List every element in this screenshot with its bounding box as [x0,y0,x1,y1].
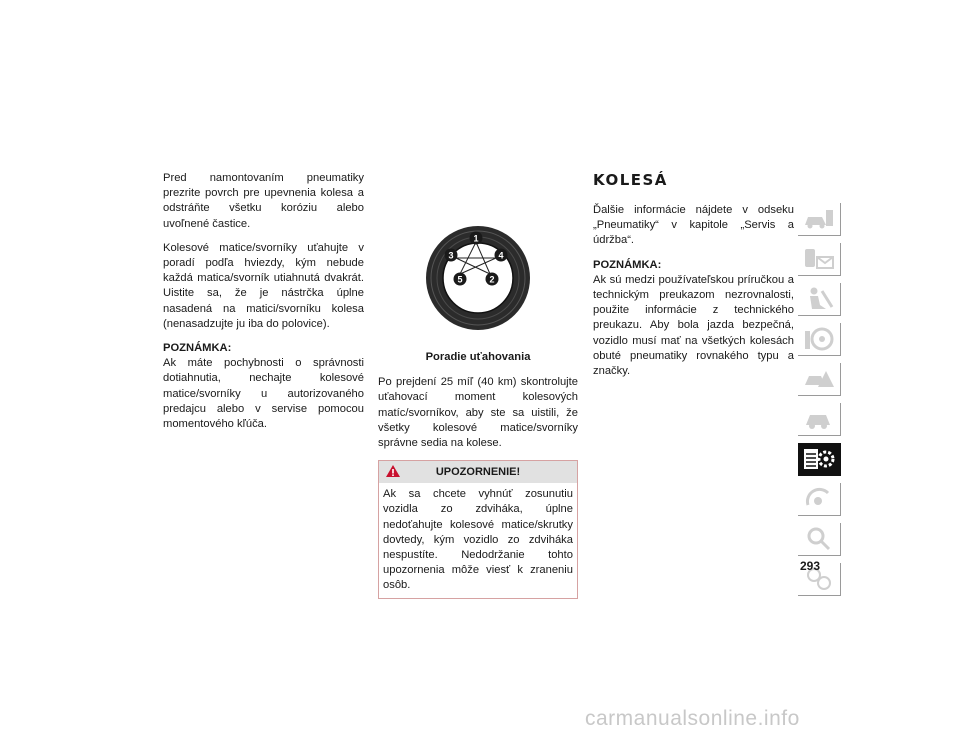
svg-text:3: 3 [448,250,454,261]
specs-gear-icon [802,445,836,473]
phone-mail-icon [802,245,836,273]
tab-warning-car[interactable] [798,363,841,396]
left-column [163,171,364,441]
note-text: Ak máte pochybnosti o správnosti dotiahnutia, nechajte kolesové matice/svorníky u autorizovaného predajcu alebo v servise pomocou momentového kľúča. [163,357,364,431]
lug-2 [486,273,499,286]
middle-column [378,224,578,599]
note-text: Ak sú medzi používateľskou príručkou a technickým preukazom nezrovnalosti, použite informácie z technického preukazu. Aby bola jazda bezpečná, vozidlo musí mať na všetkých kolesách obuté pneumatiky rovnakého typu a značky. [593,273,794,378]
lug-3 [445,249,458,262]
tab-steering[interactable] [798,323,841,356]
tab-phone-mail[interactable] [798,243,841,276]
lug-4 [495,249,508,262]
tab-car-service[interactable] [798,403,841,436]
car-info-icon [802,205,836,233]
figure-caption: Poradie uťahovania [425,351,531,363]
tab-index-search[interactable] [798,523,841,556]
tab-seat-safety[interactable] [798,283,841,316]
seat-safety-icon [802,285,836,313]
section-heading: KOLESÁ [593,171,668,189]
tab-specifications[interactable] [798,443,841,476]
svg-text:4: 4 [498,250,504,261]
right-column [593,171,794,388]
note-title: POZNÁMKA: [593,258,662,271]
lug-1 [470,232,483,245]
warning-text: Ak sa chcete vyhnúť zosunutiu vozidla zo zdviháka, úplne nedoťahujte kolesové matice/skrutky dovtedy, kým vozidlo zo zdviháka nespustíte. Nedodržanie tohto upozornenia môže viesť k zraneniu osôb. [383,488,573,592]
steering-wheel-icon [802,325,836,353]
page-number: 293 [799,559,820,573]
note-title: POZNÁMKA: [163,342,232,355]
warning-triangle-icon [385,464,401,478]
tab-car-info[interactable] [798,203,841,236]
tab-multimedia[interactable] [798,483,841,516]
more-info-paragraph: Ďalšie informácie nájdete v odseku „Pneumatiky“ v kapitole „Servis a údržba“. [593,204,794,247]
tightening-order-paragraph: Kolesové matice/svorníky uťahujte v poradí podľa hviezdy, kým nebude každá matica/svorník utiahnutá dvakrát. Uistite sa, že je nástrčka úplne nasadená na matici/svorníku kolesa (nenasadzujte ju iba do polovice). [163,241,364,330]
svg-text:2: 2 [489,274,495,285]
multimedia-icon [802,485,836,513]
index-search-icon [802,525,836,553]
lug-5 [454,273,467,286]
car-service-icon [802,405,836,433]
tightening-sequence-figure [378,224,578,344]
svg-text:5: 5 [457,274,463,285]
torque-check-paragraph: Po prejdení 25 míľ (40 km) skontrolujte uťahovací moment kolesových matíc/svorníkov, aby ste sa uistili, že všetky kolesové matice/svorníky správne sedia na kolese. [378,376,578,450]
svg-text:1: 1 [473,233,479,244]
chapter-tabs [798,203,842,603]
watermark: carmanualsonline.info [585,707,800,730]
warning-header [379,461,577,483]
warning-title: UPOZORNENIE! [435,466,521,479]
warning-car-icon [802,365,836,393]
wheel-diagram [424,224,532,332]
tire-mounting-paragraph: Pred namontovaním pneumatiky prezrite povrch pre upevnenia kolesa a odstráňte všetku koróziu alebo uvoľnené častice. [163,172,364,230]
warning-box [378,460,578,598]
